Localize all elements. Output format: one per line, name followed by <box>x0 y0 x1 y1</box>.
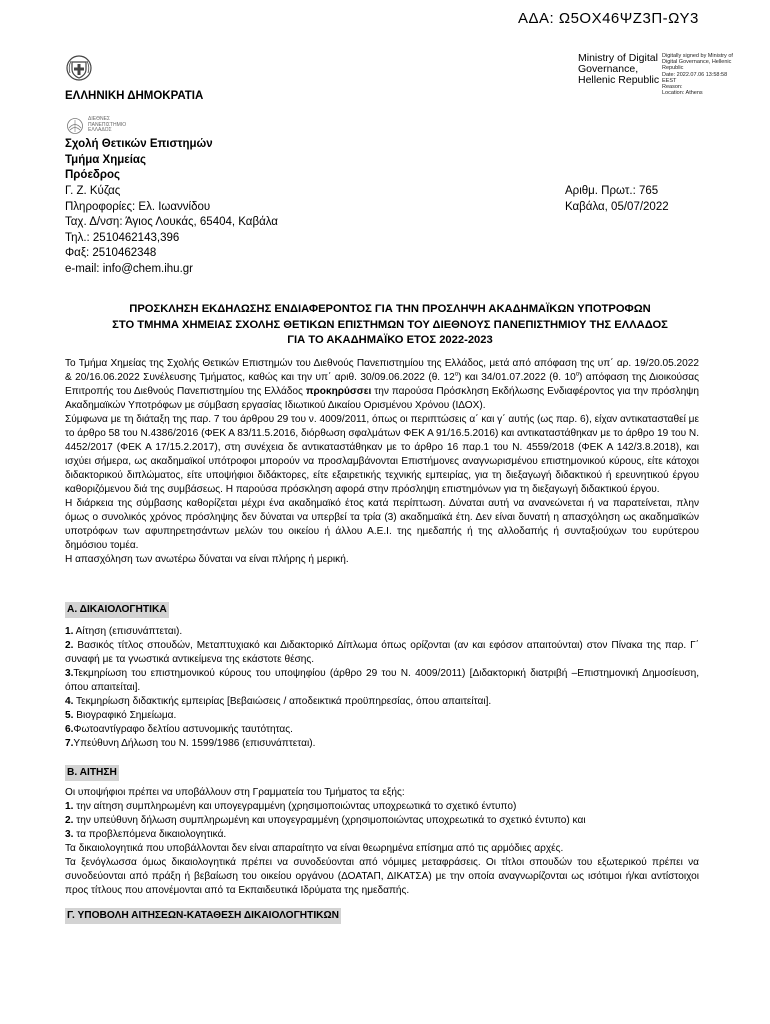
reference-block <box>565 184 669 215</box>
sig-detail-line: Location: Athens <box>662 90 703 97</box>
protocol-number: Αριθμ. Πρωτ.: 765 <box>565 185 659 197</box>
title-line: ΓΙΑ ΤΟ ΑΚΑΔΗΜΑΪΚΟ ΕΤΟΣ 2022-2023 <box>287 334 493 347</box>
section-b-paragraph: Τα ξενόγλωσσα όμως δικαιολογητικά πρέπει να συνοδεύονται από νόμιμες μεταφράσεις. Οι τίτλοι σπουδών του εξωτερικού πρέπει να συνοδεύονται από πράξη ή βεβαίωση του οικείου οργάνου (ΔΟΑΤΑΠ, ΔΙΚΑΤΣΑ) με την οποία αναγνωρίζονται ως ισότιμοι ή/και αντίστοιχοι προς τίτλους που απονέμονται από τα Εκπαιδευτικά Ιδρύματα της ημεδαπής. <box>65 857 699 896</box>
section-b-heading: Β. ΑΙΤΗΣΗ <box>65 765 119 781</box>
postal-address: Ταχ. Δ/νση: Άγιος Λουκάς, 65404, Καβάλα <box>65 216 278 229</box>
signer-line: Governance, <box>578 63 639 75</box>
sig-detail-line: EEST <box>662 77 677 84</box>
list-item: 4. Τεκμηρίωση διδακτικής εμπειρίας [Βεβαιώσεις / αποδεικτικά προϋπηρεσίας, όπου απαιτείται]. <box>65 696 492 707</box>
intro-paragraph: Η απασχόληση των ανωτέρω δύναται να είναι πλήρης ή μερική. <box>65 554 349 565</box>
sig-detail-line: Republic <box>662 65 684 72</box>
title-line: ΣΤΟ ΤΜΗΜΑ ΧΗΜΕΙΑΣ ΣΧΟΛΗΣ ΘΕΤΙΚΩΝ ΕΠΙΣΤΗΜΩΝ ΤΟΥ ΔΙΕΘΝΟΥΣ ΠΑΝΕΠΙΣΤΗΜΙΟΥ ΤΗΣ ΕΛΛΑΔΟΣ <box>112 318 668 331</box>
intro-paragraph: Σύμφωνα με τη διάταξη της παρ. 7 του άρθρου 29 του ν. 4009/2011, όπως οι περιπτώσεις α΄ και γ΄ αυτής (ως παρ. 6), είχαν αντικατασταθεί με το άρθρο 58 του Ν.4386/2016 (ΦΕΚ Α 83/11.5.2016, διόρθωση σφαλμάτων ΦΕΚ Α 91/16.5.2016) και αντικαταστάθηκαν με το άρθρο 19 του Ν. 4452/2017 (ΦΕΚ Α 17/15.2.2017), στη συνέχεια δε αντικαταστάθηκαν με το άρθρο 16 παρ.1 του Ν. 4559/2018 (ΦΕΚ Α 142/3.8.2018), και ισχύει σήμερα, ως ακαδημαϊκοί υπότροφοι μπορούν να προσλαμβάνονται Επιστήμονες αναγνωρισμένου επιστημονικού κύρους, είτε κάτοχοι διδακτορικού διπλώματος, είτε υποψήφιοι διδάκτορες, είτε εξαιρετικής τεχνικής εμπειρίας, για τη διεξαγωγή διδακτικού ή ερευνητικού έργου καθοριζόμενου διά της συμβάσεως. Η παρούσα πρόσκληση αφορά στην πρόσληψη επιστημόνων για τη διεξαγωγή διδακτικού έργου. <box>65 414 699 495</box>
university-logo <box>66 117 146 137</box>
sig-detail-line: Digital Governance, Hellenic <box>662 59 732 66</box>
section-a-heading: Α. ΔΙΚΑΙΟΛΟΓΗΤΙΚΑ <box>65 602 169 618</box>
university-logo-text <box>88 117 126 134</box>
list-item: 7.Υπεύθυνη Δήλωση του Ν. 1599/1986 (επισυνάπτεται). <box>65 738 316 749</box>
chair-name: Γ. Ζ. Κύζας <box>65 185 121 197</box>
sig-detail-line: Reason: <box>662 84 683 91</box>
ada-code: ΑΔΑ: Ω5ΟΧ46ΨΖ3Π-ΩΥ3 <box>518 10 699 27</box>
school-name: Σχολή Θετικών Επιστημών <box>65 138 213 150</box>
role-title: Πρόεδρος <box>65 169 120 182</box>
list-item: 2. Βασικός τίτλος σπουδών, Μεταπτυχιακό και Διδακτορικό Δίπλωμα όπως ορίζονται (αν και εφόσον απαιτούνται) στον Πίνακα της παρ. Γ΄ συναφή με τα γνωστικά αντικείμενα της εκάστοτε θέσης. <box>65 640 699 665</box>
title-line: ΠΡΟΣΚΛΗΣΗ ΕΚΔΗΛΩΣΗΣ ΕΝΔΙΑΦΕΡΟΝΤΟΣ ΓΙΑ ΤΗΝ ΠΡΟΣΛΗΨΗ ΑΚΑΔΗΜΑΪΚΩΝ ΥΠΟΤΡΟΦΩΝ <box>129 303 651 315</box>
contact-info: Πληροφορίες: Ελ. Ιωαννίδου <box>65 200 211 213</box>
document-title <box>70 302 710 349</box>
list-item: 1. την αίτηση συμπληρωμένη και υπογεγραμμένη (χρησιμοποιώντας υποχρεωτικά το σχετικό έντυπο) <box>65 801 517 812</box>
intro-text <box>65 357 699 567</box>
list-item: 5. Βιογραφικό Σημείωμα. <box>65 710 177 721</box>
email: e-mail: info@chem.ihu.gr <box>65 262 193 275</box>
signer-line: Ministry of Digital <box>578 52 658 64</box>
sig-detail-line: Digitally signed by Ministry of <box>662 53 733 59</box>
list-item: 1. Αίτηση (επισυνάπτεται). <box>65 626 183 637</box>
intro-paragraph: Η διάρκεια της σύμβασης καθορίζεται μέχρι ένα ακαδημαϊκό έτος κατά περίπτωση. Δύναται αυτή να ανανεώνεται ή να παρατείνεται, πλην όμως ο συνολικός χρόνος πρόσληψης δεν δύναται να υπερβεί τα τρία (3) ακαδημαϊκά έτη. Δεν είναι δυνατή η απασχόληση ως ακαδημαϊκών υποτρόφων των αφυπηρετησάντων μελών του οικείου ή άλλου Α.Ε.Ι. της ημεδαπής ή της αλλοδαπής ή συνταξιούχων του ευρύτερου δημόσιου τομέα. <box>65 498 699 551</box>
sender-unit <box>65 137 213 184</box>
list-item: 3.Τεκμηρίωση του επιστημονικού κύρους του υποψηφίου (άρθρο 29 του Ν. 4009/2011) [Διδακτορική διατριβή –Επιστημονική Δημοσίευση, όπου απαιτείται]. <box>65 668 699 693</box>
digital-signature-details <box>662 53 770 96</box>
digital-signature-signer <box>578 53 660 86</box>
greek-coat-of-arms-icon <box>66 55 92 81</box>
republic-title: ΕΛΛΗΝΙΚΗ ΔΗΜΟΚΡΑΤΙΑ <box>65 90 204 102</box>
ihu-logo-icon <box>66 117 84 135</box>
phone: Τηλ.: 2510462143,396 <box>65 231 180 244</box>
section-b-paragraph: Τα δικαιολογητικά που υποβάλλονται δεν είναι απαραίτητο να είναι θεωρημένα επίσημα από τις αρμόδιες αρχές. <box>65 843 564 854</box>
intro-paragraph: Το Τμήμα Χημείας της Σχολής Θετικών Επιστημών του Διεθνούς Πανεπιστημίου της Ελλάδος, μετά από απόφαση της υπ΄ αρ. 19/20.05.2022 & 20/16.06.2022 Συνέλευσης Τμήματος, καθώς και την υπ΄ αριθ. 30/09.06.2022 (θ. $12^o$) και 34/01.07.2022 (θ. $10^o$) απόφαση της Διοικούσας Επιτροπής του Διεθνούς Πανεπιστημίου της Ελλάδος προκηρύσσει την παρούσα Πρόσκληση Εκδήλωσης Ενδιαφέροντος για την πρόσληψη Ακαδημαϊκών Υποτρόφων με σύμβαση εργασίας Ιδιωτικού Δικαίου Ορισμένου Χρόνου (ΙΔΟΧ). <box>65 358 700 411</box>
list-item: 3. τα προβλεπόμενα δικαιολογητικά. <box>65 829 227 840</box>
logo-text-line: ΕΛΛΑΔΟΣ <box>88 127 112 133</box>
contact-block <box>65 184 278 278</box>
section-b-text <box>65 786 699 898</box>
fax: Φαξ: 2510462348 <box>65 247 157 260</box>
section-b-intro: Οι υποψήφιοι πρέπει να υποβάλλουν στη Γραμματεία του Τμήματος τα εξής: <box>65 787 405 798</box>
list-item: 6.Φωτοαντίγραφο δελτίου αστυνομικής ταυτότητας. <box>65 724 293 735</box>
signer-line: Hellenic Republic <box>578 74 660 86</box>
section-c-heading: Γ. ΥΠΟΒΟΛΗ ΑΙΤΗΣΕΩΝ-ΚΑΤΑΘΕΣΗ ΔΙΚΑΙΟΛΟΓΗΤΙΚΩΝ <box>65 908 341 924</box>
section-a-list <box>65 625 699 751</box>
place-date: Καβάλα, 05/07/2022 <box>565 200 669 213</box>
sig-detail-line: Date: 2022.07.06 13:58:58 <box>662 71 728 78</box>
list-item: 2. την υπεύθυνη δήλωση συμπληρωμένη και υπογεγραμμένη (χρησιμοποιώντας υποχρεωτικά το σχετικό έντυπο) και <box>65 815 586 826</box>
logo-text-line: ΔΙΕΘΝΕΣ <box>88 116 110 122</box>
department-name: Τμήμα Χημείας <box>65 153 146 166</box>
logo-text-line: ΠΑΝΕΠΙΣΤΗΜΙΟ <box>88 121 127 128</box>
